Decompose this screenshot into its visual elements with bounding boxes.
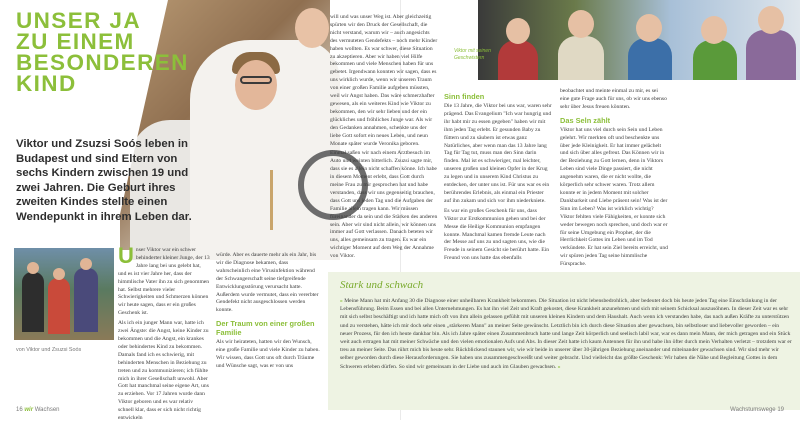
photo-face-father bbox=[295, 8, 329, 48]
left-column-3 bbox=[330, 14, 438, 264]
column-text: Als wir heirateten, hatten wir den Wunsch, eine große Familie und viele Kinder zu haben. Wir wissen, dass Gott uns oft durch Träume und Wünsche sagt, was er von uns bbox=[216, 339, 320, 369]
family-photo bbox=[14, 248, 114, 340]
photo-face bbox=[568, 10, 594, 38]
subhead-finding-meaning: Sinn finden bbox=[444, 92, 485, 101]
photo-person bbox=[74, 268, 98, 332]
column-text: Als ich ein junger Mann war, hatte ich zwei Ängste: die Angst, keine Kinder zu bekommen und die Angst, ein krankes oder behindertes Kind zu bekommen. Damals fand ich es schwierig, mit behinderten Menschen in Beziehung zu treten und zu kommunizieren; ich fühlte mich in ihrer Gesellschaft unwohl. Aber Gott hat manchmal seine eigene Art, uns zu erziehen. Vor 17 Jahren wurde dann Viktor geboren und es war relativ schnell klar, dass er sich nicht richtig entwickeln bbox=[118, 320, 209, 422]
right-column-1 bbox=[444, 88, 552, 268]
footer-label-right: Wachstumswege bbox=[730, 407, 776, 413]
photo-face-boy bbox=[235, 60, 277, 110]
quote-open-icon: » bbox=[340, 298, 343, 304]
column-text: würde. Aber es dauerte mehr als ein Jahr, bis wir die Diagnose bekamen, dass wahrscheinlich eine Virusinfektion während der Schwangerschaft seine tiefgreifende Entwicklungsstörung verursacht hatte. Außerdem wurde vermutet, dass ein vererbter Gendefekt nicht ausgeschlossen werden konnte. bbox=[216, 252, 319, 314]
photo-face bbox=[506, 18, 530, 44]
photo-face bbox=[27, 262, 39, 274]
photo-face bbox=[701, 16, 727, 44]
dropcap: U bbox=[118, 243, 134, 268]
photo-face bbox=[80, 258, 92, 270]
right-column-2 bbox=[560, 88, 668, 268]
page-number-left: 16 bbox=[16, 407, 23, 413]
left-column-2 bbox=[216, 252, 320, 402]
column-text: beobachtet und meinte einmal zu mir, es sei eine gute Frage auch für uns, ob wir uns ebenso sehr über Jesus freuen könnten. bbox=[560, 88, 667, 110]
photo-rope bbox=[270, 170, 273, 230]
column-text: Es war ein großes Geschenk für uns, dass Viktor zur Erstkommunion gehen und bei der Messe die Heilige Kommunion empfangen konnte. Manchmal kamen fremde Leute nach der Messe auf uns zu und sagten uns, wie die Freude in seinem Gesicht sie berührt hatte. Ein Freund von uns hatte das ebenfalls bbox=[444, 207, 550, 262]
photo-face bbox=[53, 268, 65, 280]
footer-left bbox=[16, 407, 60, 413]
photo-glasses bbox=[240, 76, 272, 84]
family-photo-caption: von Viktor und Zsuzsi Soós bbox=[16, 347, 82, 353]
photo-person bbox=[22, 272, 44, 332]
magazine-logo: wir bbox=[24, 407, 34, 413]
photo-person bbox=[48, 278, 70, 334]
left-column-1 bbox=[118, 243, 210, 422]
siblings-photo bbox=[478, 0, 800, 80]
column-text: Einmal saßen wir nach einem Arztbesuch im Auto und weinten bitterlich. Zsuzsi sagte mir, dass sie es allein nicht schaffen könne. Ich habe in diesem Moment erlebt, dass Gott durch meine Frau zu mir gesprochen hat und habe verstanden, dass wir uns gegenseitig brauchen, dass Gott uns jeden Tag und die Aufgaben der Familie allein tragen kann. Wir müssen füreinander da sein und die Stärken des anderen sein. Aber wir sind nicht allein, wir können uns immer auf Gott verlassen. Danach beteten wir uns, alles gemeinsam zu tragen. Es war ein wichtiger Moment auf dem Weg der Annahme von Viktor. bbox=[330, 150, 438, 260]
photo-face bbox=[636, 14, 662, 42]
column-text: will und was unser Weg ist. Aber gleichzeitig spürten wir den Druck der Gesellschaft, die nicht verstand, warum wir – auch angesichts des vermuteten Gendefekts – noch mehr Kinder haben wollten. Es war schwer, diese Situation zu akzeptieren. Aber wir haben viel Hilfe bekommen und viele Menschen haben für uns gebetet. Irgendwann konnten wir sagen, dass es uns wirklich wurde, wenn wir unseren Traum von einer großen Familie aufgeben müssten, weil wir Angst haben. Das wäre schmerzhafter gewesen, als ein weiteres Kind wie Viktor zu bekommen, den wir sehr lieben und der ein glückliches und fröhliches Junge war. Als wir den Gedanken annahmen, schenkte uns der liebe Gott sofort ein neues Leben, und neun Monate später wurde Veronika geboren. bbox=[330, 14, 438, 147]
siblings-photo-caption: Viktor mit seinen Geschwistern bbox=[454, 48, 491, 61]
sidebar-box-body: Meine Mann hat mit Anfang 30 die Diagnose einer unheilbaren Krankheit bekommen. Die Situation ist nicht lebensbedrohlich, aber bedeutet doch bis heute jeden Tag eine Einschränkung in der Lebensführung. Beim Essen und bei allen Unternehmungen. Es hat ihn viel Zeit und Kraft gekostet, diese Krankheit anzunehmen und sich mit seinem Schicksal auszusöhnen. In dieser Zeit war es sehr mit sich selbst beschäftigt und ich hatte mich oft von ihm allein gelassen gefühlt mit unseren kleinen Kindern und dem Haushalt. Auch wenn ich verstanden habe, das nach außen Kräfte zu unterstützen und zu verstehen, hätte ich mir doch sehr einen „stärkeren Mann" an meiner Seite gewünscht. Letztlich bin ich durch diese Situation aber gewachsen, bin selbstloser und liebevoller geworden – ein neuer Prozess, für den ich heute dankbar bin. Als ich Jahre später einen Zusammenbruch hatte und lange Zeit körperlich und seelisch labil war, war es dann mein Mann, der mich getragen und ein Stück weit auch ertragen hat mit meiner Schwäche und den vielen emotionalen Aufs und Abs. In dieser Zeit hatte ich kaum Antennen für ihn und habe ihn öfter durch mein Verhalten verletzt – trotzdem war er treu an meiner Seite. Das rührt mich bis heute sehr. Rückblickend staunen wir, wie wir beide in unserer über 30-jährigen Beziehung aneinander und miteinander gewachsen sind. Wir sind mehr wir selber geworden durch diese Herausforderungen. Sie haben uns zusammengeschweißt und weiter gebracht. Und vielleicht das größte Geschenk: Wir haben die Nähe und Begleitung Gottes in dem Schweren erleben dürfen. So sind wir gemeinsam in der Liebe und auch im Glauben gewachsen. bbox=[340, 298, 792, 370]
photo-shirt bbox=[746, 30, 796, 80]
photo-shirt bbox=[498, 40, 538, 80]
column-text: nser Viktor war ein schwer behinderter kleiner Junge, der 13 Jahre lang bei uns gelebt hat, und es ist vier Jahre her, dass der himmlische Vater ihn zu sich genommen hat. Selbst mehrere vieler Schwierigkeiten und Schmerzen können wir heute sagen, dass er ein großes Geschenk ist. bbox=[118, 247, 210, 317]
article-headline: UNSER JA ZU EINEM BESONDEREN KIND bbox=[16, 8, 189, 96]
photo-face bbox=[758, 6, 784, 34]
article-lead: Viktor und Zsuzsi Soós leben in Budapest und sind Eltern von sechs Kindern zwischen 19 und zwei Jahren. Die Geburt ihres zweiten Kindes stellte einen Wendepunkt in ihrem Leben dar. bbox=[16, 138, 192, 223]
subhead-family-dream: Der Traum von einer großen Familie bbox=[216, 319, 315, 338]
column-text: Die 13 Jahre, die Viktor bei uns war, waren sehr prägend. Das Evangelium "Ich war hungrig und ihr habt mir zu essen gegeben" haben wir mit ihm jeden Tag erlebt. Er gesunden Baby zu füttern und zu säubern ist etwas ganz Natürliches, aber wenn man das 13 Jahre lang Tag für Tag tut, muss man den Sinn darin finden. Mal ist es schwieriger, mal leichter, unseren großen und kleinen Opfer in der Krug zu legen und in unserem Kind Christus zu entdecken, der unter uns ist. Für uns war es ein berührendes Erlebnis, als einmal ein Priester auf ihn zukam und sich vor ihm niederkniete. bbox=[444, 103, 552, 204]
photo-shirt bbox=[693, 40, 737, 80]
footer-label-left: Wachsen bbox=[34, 407, 60, 413]
photo-shirt bbox=[628, 38, 672, 80]
sidebar-box-text bbox=[340, 297, 792, 371]
column-text: Viktor hat uns viel durch sein Sein und Leben gelehrt. Wir merkten oft und beschenkte uns über jede Kleinigkeit. Er hat immer gelächelt und sich über alles gefreut. Das Können wir in der Beziehung zu Gott lernen, denn in Viktors Leben sind viele Dinge passiert, die nicht angenehm waren, die er nicht wollte, die körperlich sehr schwer waren. Trotz allem konnte er in jedem Moment mit solcher Dankbarkeit und Liebe präsent sein! Was ist der Sinn im Leben? Was ist wirklich wichtig? Viktor fehlten viele Fähigkeiten, er konnte sich weder bewegen noch sprechen, und doch war er für seine Umgebung ein Prophet, der die Herrlichkeit Gottes im Leben und im Tod verkündete. Er hat sein Ziel bereits erreicht, und wir spüren jeden Tag seine himmlische Fürsprache. bbox=[560, 126, 668, 268]
page-number-right: 19 bbox=[777, 407, 784, 413]
quote-close-icon: « bbox=[557, 363, 561, 370]
footer-right bbox=[730, 407, 784, 413]
sidebar-box-title: Stark und schwach bbox=[340, 279, 424, 291]
photo-shirt bbox=[558, 36, 604, 80]
subhead-being-counts: Das Seln zählt bbox=[560, 115, 611, 125]
